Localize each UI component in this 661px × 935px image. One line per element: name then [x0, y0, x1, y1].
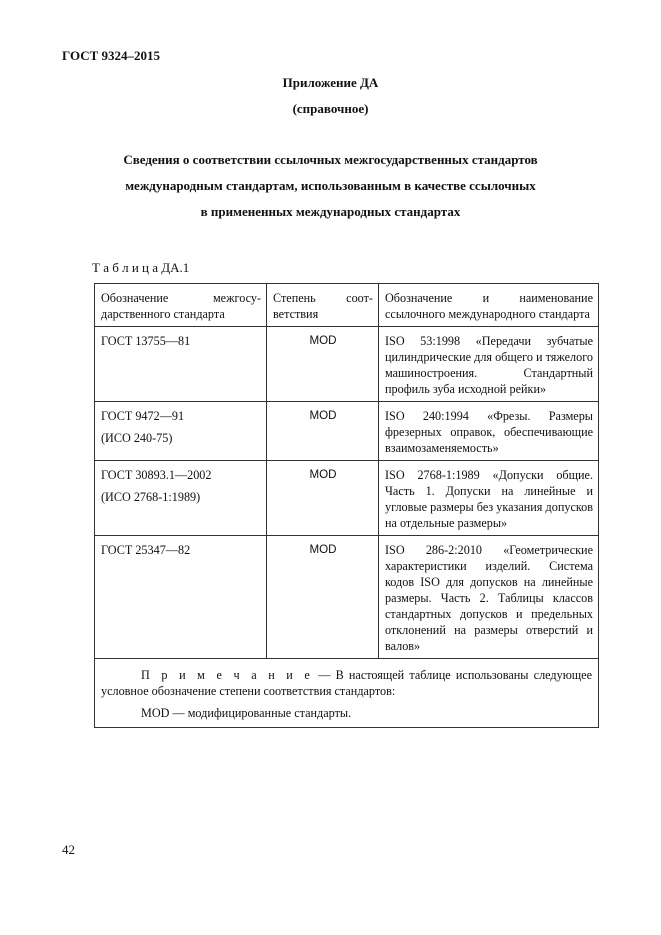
degree-cell: MOD [267, 327, 379, 402]
note-mod-definition: MOD — модифицированные стандарты. [141, 706, 352, 720]
degree-cell: MOD [267, 536, 379, 659]
designation-cell [95, 536, 267, 659]
designation-iso-text: (ИСО 240-75) [101, 431, 173, 445]
designation-cell [95, 327, 267, 402]
table-row [95, 461, 599, 536]
column-header-reference: Обозначение и наименование ссылочного международного стандарта [379, 284, 599, 327]
designation-text: ГОСТ 25347—82 [101, 543, 191, 557]
reference-cell: ISO 286-2:2010 «Геометрические характеристики изделий. Система кодов ISO для допусков на линейные размеры. Часть 2. Таблицы классов стандартных допусков и предельных отклонений на размеры отверстий и валов» [379, 536, 599, 659]
designation-iso-text: (ИСО 2768-1:1989) [101, 490, 201, 504]
standards-table [94, 283, 599, 728]
note-body: — В настоящей таблице использованы следующее условное обозначение степени соответствия стандартов: [101, 668, 592, 698]
table-caption: Т а б л и ц а ДА.1 [92, 260, 190, 275]
table-row [95, 536, 599, 659]
heading-line-1: Сведения о соответствии ссылочных межгосударственных стандартов [123, 152, 538, 167]
designation-text: ГОСТ 30893.1—2002 [101, 468, 212, 482]
appendix-title: Приложение ДА [282, 75, 379, 90]
note-text [101, 667, 592, 699]
designation-text: ГОСТ 9472—91 [101, 409, 185, 423]
reference-cell: ISO 53:1998 «Передачи зубчатые цилиндрические для общего и тяжелого машиностроения. Стандартный профиль зуба исходной рейки» [379, 327, 599, 402]
note-label: П р и м е ч а н и е [141, 668, 314, 682]
page-number: 42 [62, 842, 75, 857]
designation-cell [95, 461, 267, 536]
designation-cell [95, 402, 267, 461]
column-header-degree: Степень соот-ветствия [267, 284, 379, 327]
appendix-subtitle: (справочное) [292, 101, 369, 116]
heading-line-2: международным стандартам, использованным в качестве ссылочных [125, 178, 536, 193]
table-note-row [95, 659, 599, 728]
table-header-row [95, 284, 599, 327]
reference-cell: ISO 240:1994 «Фрезы. Размеры фрезерных оправок, обеспечивающие взаимозаменяемость» [379, 402, 599, 461]
table-row [95, 402, 599, 461]
degree-cell: MOD [267, 402, 379, 461]
column-header-designation: Обозначение межгосу-дарственного стандарта [95, 284, 267, 327]
table-row [95, 327, 599, 402]
designation-text: ГОСТ 13755—81 [101, 334, 191, 348]
degree-cell: MOD [267, 461, 379, 536]
document-id: ГОСТ 9324–2015 [62, 48, 161, 63]
table-note-cell [95, 659, 599, 728]
heading-line-3: в примененных международных стандартах [200, 204, 461, 219]
reference-cell: ISO 2768-1:1989 «Допуски общие. Часть 1. Допуски на линейные и угловые размеры без указания допусков на отдельные размеры» [379, 461, 599, 536]
